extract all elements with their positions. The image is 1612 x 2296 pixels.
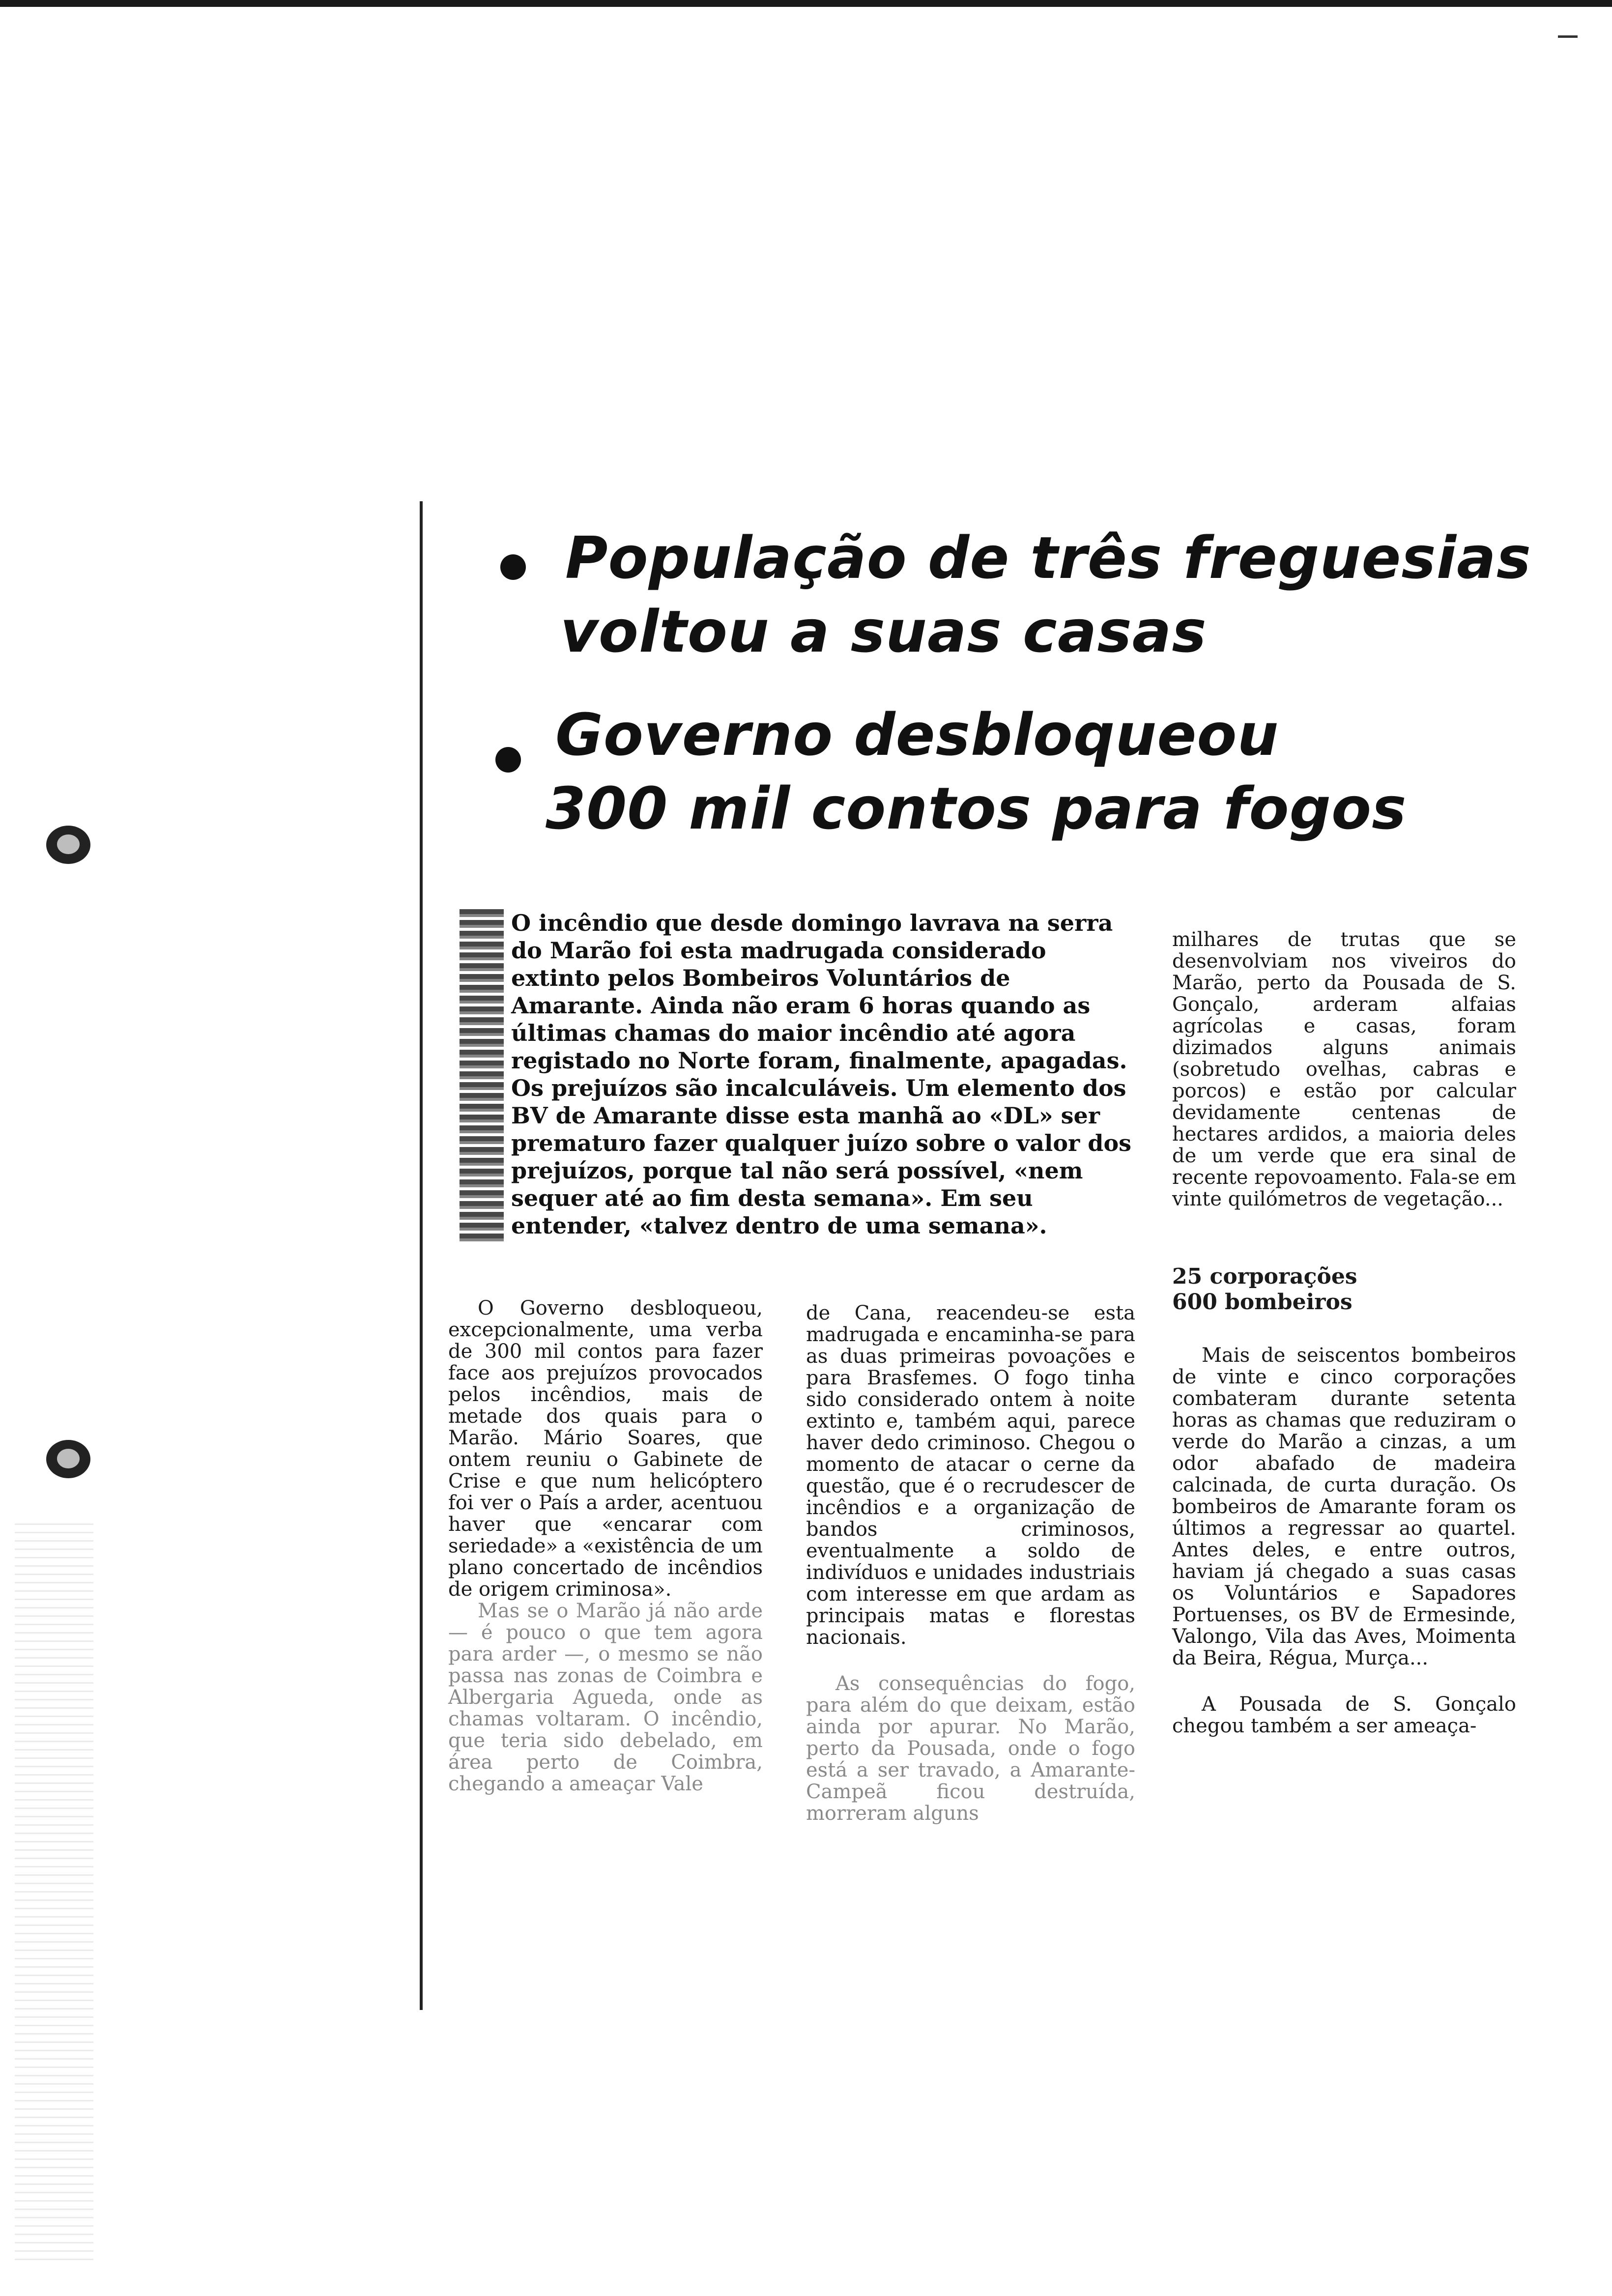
column-2-paragraph-1: de Cana, reacendeu-se esta madrugada e encaminha-se para as duas primeiras povoações e para Brasfemes. O fogo tinha sido considerado ontem à noite extinto e, também aqui, parece haver dedo criminoso. Chegou o momento de atacar o cerne da questão, que é o recrudescer de incêndios e a organização de bandos criminosos, eventualmente a soldo de indivíduos e unidades industriais com interesse em que ardam as principais matas e florestas nacionais. bbox=[806, 1302, 1135, 1649]
column-3 bbox=[1172, 929, 1516, 1737]
binder-edge bbox=[0, 0, 128, 2296]
column-3-paragraph-1: milhares de trutas que se desenvolviam nos viveiros do Marão, perto da Pousada de S. Gonçalo, arderam alfaias agrícolas e casas, foram dizimados alguns animais (sobretudo ovelhas, cabras e porcos) e estão por calcular devidamente centenas de hectares ardidos, a maioria deles de um verde que era sinal de recente repovoamento. Fala-se em vinte quilómetros de vegetação... bbox=[1172, 928, 1516, 1210]
lead-text: O incêndio que desde domingo lavrava na serra do Marão foi esta madrugada considerado extinto pelos Bombeiros Voluntários de Amarante. Ainda não eram 6 horas quando as últimas chamas do maior incêndio até agora registado no Norte foram, finalmente, apagadas. Os prejuízos são incalculáveis. Um elemento dos BV de Amarante disse esta manhã ao «DL» ser prematuro fazer qualquer juízo sobre o valor dos prejuízos, porque tal não será possível, «nem sequer até ao fim desta semana». Em seu entender, «talvez dentro de uma semana». bbox=[511, 910, 1132, 1239]
column-3-paragraph-2: Mais de seiscentos bombeiros de vinte e cinco corporações combateram durante setenta horas as chamas que reduziram o verde do Marão a cinzas, a um odor abafado de madeira calcinada, de curta duração. Os bombeiros de Amarante foram os últimos a regressar ao quartel. Antes deles, e entre outros, haviam já chegado a suas casas os Voluntários e Sapadores Portuenses, os BV de Ermesinde, Valongo, Vila das Aves, Moimenta da Beira, Régua, Murça... bbox=[1172, 1344, 1516, 1669]
column-1 bbox=[448, 1297, 763, 1795]
subheading-line-1: 25 corporações bbox=[1172, 1264, 1357, 1289]
headline-2-line-2: 300 mil contos para fogos bbox=[546, 775, 1407, 842]
column-1-paragraph-2: Mas se o Marão já não arde — é pouco o que tem agora para arder —, o mesmo se não passa nas zonas de Coimbra e Albergaria Agueda, onde as chamas voltaram. O incêndio, que teria sido debelado, em área perto de Coimbra, chegando a ameaçar Vale bbox=[448, 1600, 763, 1795]
scan-top-border bbox=[0, 0, 1612, 7]
headline-1-line-2: voltou a suas casas bbox=[560, 598, 1207, 665]
scan-edge-noise bbox=[15, 1523, 93, 2261]
headline-1-line-1: População de três freguesias bbox=[565, 524, 1531, 592]
binder-hole-icon bbox=[46, 1440, 90, 1478]
headline-1 bbox=[496, 521, 1531, 668]
column-3-subheading bbox=[1172, 1264, 1516, 1315]
column-1-paragraph-1: O Governo desbloqueou, excepcionalmente, uma verba de 300 mil contos para fazer face aos prejuízos provocados pelos incêndios, mais de metade dos quais para o Marão. Mário Soares, que ontem reuniu o Gabinete de Crise e que num helicóptero foi ver o País a arder, acentuou haver que «encarar com seriedade» a «existência de um plano concertado de incêndios de origem criminosa». bbox=[448, 1297, 763, 1601]
binder-hole-icon bbox=[46, 826, 90, 864]
article-left-rule bbox=[420, 501, 423, 2010]
subheading-line-2: 600 bombeiros bbox=[1172, 1290, 1353, 1315]
column-2 bbox=[806, 1302, 1135, 1824]
lead-paragraph bbox=[511, 909, 1135, 1239]
column-3-paragraph-3: A Pousada de S. Gonçalo chegou também a ser ameaça- bbox=[1172, 1693, 1516, 1737]
headline-2 bbox=[496, 698, 1528, 845]
column-2-paragraph-2: As consequências do fogo, para além do que deixam, estão ainda por apurar. No Marão, perto da Pousada, onde o fogo está a ser travado, a Amarante-Campeã ficou destruída, morreram alguns bbox=[806, 1672, 1135, 1825]
headline-2-line-1: Governo desbloqueou bbox=[555, 701, 1279, 769]
scan-corner-mark bbox=[1558, 35, 1578, 38]
lead-marker bbox=[460, 909, 504, 1243]
